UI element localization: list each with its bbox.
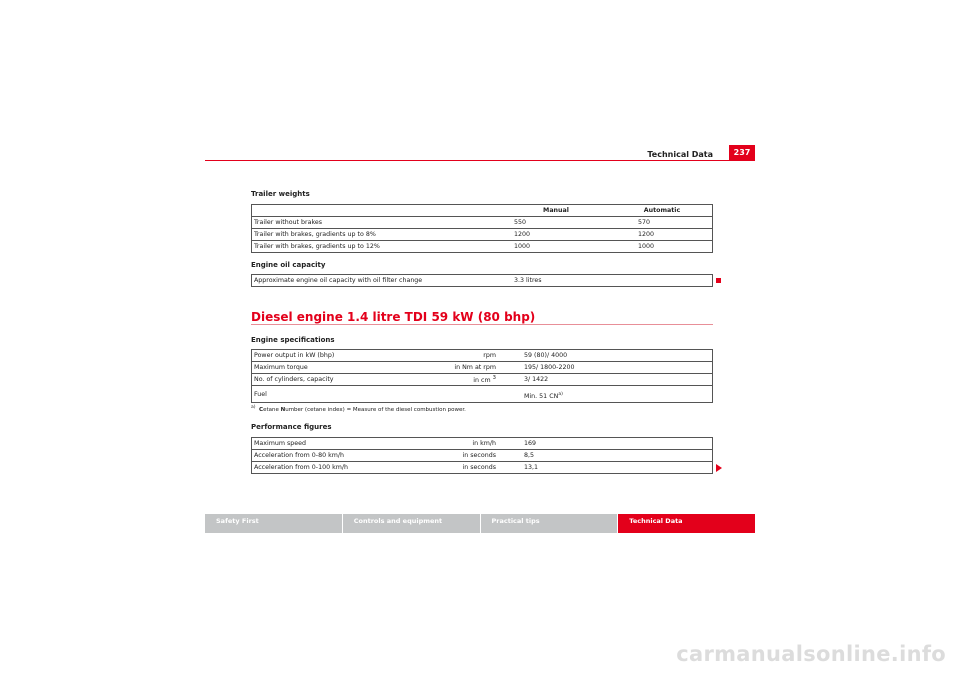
- table-row: [252, 229, 713, 241]
- table-header-cell: Automatic: [612, 205, 713, 217]
- tab-controls-and-equipment[interactable]: Controls and equipment: [343, 514, 480, 533]
- footnote-text-1: etane: [263, 406, 281, 413]
- footnote-letter-n: N: [280, 406, 286, 413]
- table-cell: [498, 386, 713, 403]
- engine-specifications-title: Engine specifications: [251, 336, 335, 344]
- section-end-marker: [716, 278, 721, 283]
- table-cell: 1200: [500, 229, 612, 241]
- table-cell-unit: [426, 374, 498, 386]
- table-cell: Approximate engine oil capacity with oil filter change: [252, 275, 501, 287]
- table-row: [252, 386, 713, 403]
- performance-figures-table: [251, 437, 713, 474]
- table-row: [252, 241, 713, 253]
- table-header-cell: [252, 205, 501, 217]
- footnote-letter-c: C: [259, 406, 264, 413]
- table-cell: 550: [500, 217, 612, 229]
- table-row: [252, 350, 713, 362]
- table-cell-unit: in seconds: [426, 450, 498, 462]
- table-header-row: [252, 205, 713, 217]
- table-cell-unit: in seconds: [426, 462, 498, 474]
- table-cell: 195/ 1800-2200: [498, 362, 713, 374]
- table-cell: No. of cylinders, capacity: [252, 374, 427, 386]
- tab-practical-tips[interactable]: Practical tips: [481, 514, 618, 533]
- table-cell: Acceleration from 0-100 km/h: [252, 462, 427, 474]
- table-row: [252, 217, 713, 229]
- engine-specifications-table: [251, 349, 713, 403]
- tab-safety-first[interactable]: Safety First: [205, 514, 342, 533]
- header-divider: [205, 160, 755, 161]
- unit-superscript: 3: [492, 374, 496, 381]
- table-row: [252, 438, 713, 450]
- table-cell: 13,1: [498, 462, 713, 474]
- watermark: carmanualsonline.info: [676, 642, 946, 666]
- chapter-navigation: [205, 514, 755, 533]
- continue-arrow-icon: [716, 464, 722, 472]
- table-cell: 1200: [612, 229, 713, 241]
- diesel-engine-heading: Diesel engine 1.4 litre TDI 59 kW (80 bhp): [251, 310, 536, 324]
- table-cell-unit: rpm: [426, 350, 498, 362]
- table-cell: 3/ 1422: [498, 374, 713, 386]
- table-cell: Acceleration from 0-80 km/h: [252, 450, 427, 462]
- table-cell: Trailer with brakes, gradients up to 12%: [252, 241, 501, 253]
- table-row: [252, 462, 713, 474]
- page-number: 237: [729, 145, 755, 160]
- trailer-weights-table: [251, 204, 713, 253]
- table-row: [252, 362, 713, 374]
- table-cell: Maximum speed: [252, 438, 427, 450]
- heading-rule: [251, 324, 713, 325]
- fuel-value: Min. 51 CN: [524, 393, 559, 401]
- table-row: [252, 275, 713, 287]
- table-cell: Power output in kW (bhp): [252, 350, 427, 362]
- unit-text: in cm: [473, 377, 491, 385]
- table-row: [252, 450, 713, 462]
- footnote-mark: a): [251, 405, 256, 410]
- performance-figures-title: Performance figures: [251, 423, 332, 431]
- table-cell: 1000: [612, 241, 713, 253]
- fuel-footnote-mark: a): [558, 392, 563, 398]
- table-cell-unit: [426, 386, 498, 403]
- engine-oil-title: Engine oil capacity: [251, 261, 326, 269]
- cetane-footnote: [251, 405, 466, 413]
- table-cell: 1000: [500, 241, 612, 253]
- section-header-title: Technical Data: [647, 150, 713, 159]
- table-cell: 570: [612, 217, 713, 229]
- table-row: [252, 374, 713, 386]
- table-cell: Trailer without brakes: [252, 217, 501, 229]
- table-cell: 169: [498, 438, 713, 450]
- table-cell: Trailer with brakes, gradients up to 8%: [252, 229, 501, 241]
- table-cell: 8,5: [498, 450, 713, 462]
- table-header-cell: Manual: [500, 205, 612, 217]
- table-cell: Maximum torque: [252, 362, 427, 374]
- tab-technical-data[interactable]: Technical Data: [618, 514, 755, 533]
- table-cell: 59 (80)/ 4000: [498, 350, 713, 362]
- engine-oil-table: [251, 274, 713, 287]
- table-cell-unit: in km/h: [426, 438, 498, 450]
- trailer-weights-title: Trailer weights: [251, 190, 310, 198]
- table-cell: 3.3 litres: [500, 275, 713, 287]
- table-cell: Fuel: [252, 386, 427, 403]
- footnote-text-2: umber (cetane index) = Measure of the diesel combustion power.: [285, 406, 466, 413]
- table-cell-unit: in Nm at rpm: [426, 362, 498, 374]
